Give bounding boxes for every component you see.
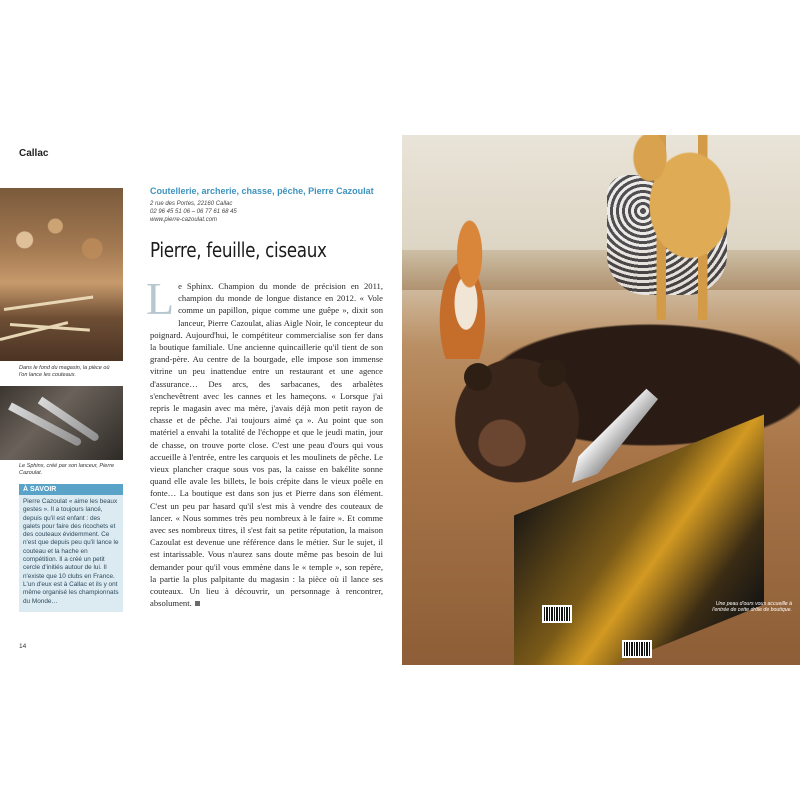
article-body bbox=[146, 273, 383, 609]
shop-name: Coutellerie, archerie, chasse, pêche, Pierre Cazoulat bbox=[150, 186, 374, 196]
bear-head bbox=[442, 353, 592, 503]
knives-photo bbox=[0, 386, 123, 460]
deer-target bbox=[602, 135, 762, 320]
barcode bbox=[622, 640, 652, 658]
workshop-photo bbox=[0, 188, 123, 361]
info-box-text: Pierre Cazoulat « aime les beaux gestes ». Il a toujours lancé, depuis qu'il est enfant : des galets pour faire des ricochets et des couteaux évidemment. Ce n'est que depuis peu qu'il lance le couteau et la hache en compétition. Il a créé un petit cercle d'initiés autour de lui. Il n'existe que 10 clubs en France. L'un d'eux est à Callac et ils y ont même organisé les championnats du Monde… bbox=[23, 498, 119, 605]
page-number: 14 bbox=[19, 643, 27, 650]
end-mark-icon bbox=[195, 601, 200, 606]
knives-photo-caption: Le Sphinx, créé par son lanceur, Pierre Cazoulat. bbox=[19, 463, 115, 476]
drop-cap: L bbox=[146, 273, 175, 324]
article-title: Pierre, feuille, ciseaux bbox=[150, 238, 327, 262]
shop-phone: 02 96 45 51 06 – 06 77 61 68 45 bbox=[150, 209, 237, 215]
bear-rug-photo-caption: Une peau d'ours vous accueille à l'entrée de cette drôle de boutique. bbox=[712, 601, 792, 614]
shop-website: www.pierre-cazoulat.com bbox=[150, 217, 218, 223]
shop-address: 2 rue des Portes, 22160 Callac bbox=[150, 201, 233, 207]
barcode bbox=[542, 605, 572, 623]
workshop-photo-caption: Dans le fond du magasin, la pièce où l'on lance les couteaux. bbox=[19, 365, 110, 378]
article-body-text: e Sphinx. Champion du monde de précision en 2011, champion du monde de longue distance en 2012. « Vole comme un papillon, pique comme une guêpe », dixit son lanceur, Pierre Cazoulat, alias Aigle Noir, le concepteur du poignard. Aujourd'hui, le compétiteur commercialise son fer dans la boutique familiale. Une ancienne quincaillerie qu'il tient de son grand-père. Au centre de la bourgade, elle impose son immense vitrine un peu inattendue entre un restaurant et une agence d'assurance… Des arcs, des sarbacanes, des arbalètes s'enchevêtrent avec les cannes et les hameçons. « Lorsque j'ai repris le magasin avec ma mère, j'avais déjà mon petit rayon de chasse et de pêche. J'ai toujours aimé ça ». Au point que son matériel a envahi la totalité de l'échoppe et que le jeudi matin, jour de chasse, on trouve porte close. C'est une peau d'ours qui vous accueille à l'entrée, entre les carquois et les moulinets de pêche. Le vieux plancher craque sous vos pas, la caisse en bakélite sonne quand elle avale les billets, le bois crépite dans le vieux poêle en fonte… La boutique est dans son jus et Pierre dans son élément. C'est un peu par hasard qu'il s'est mis à vendre des couteaux de lancer. « Nous sommes très peu nombreux à le faire ». Et comme avec ses nombreux titres, il s'est fait sa petite réputation, la maison Cazoulat est devenue une référence dans le métier. Sur le sujet, il est intarissable. Vous n'aurez sans doute même pas besoin de lui demander pour qu'il vous emmène dans le « temple », son repère, la partie la plus palpitante du magasin : la pièce où il lance ses couteaux. Un lieu à découvrir, un personnage à rencontrer, absolument. bbox=[150, 281, 383, 609]
info-box bbox=[19, 484, 123, 612]
section-label: Callac bbox=[19, 148, 49, 159]
info-box-heading: À SAVOIR bbox=[19, 484, 123, 495]
bear-rug-photo bbox=[402, 135, 800, 665]
